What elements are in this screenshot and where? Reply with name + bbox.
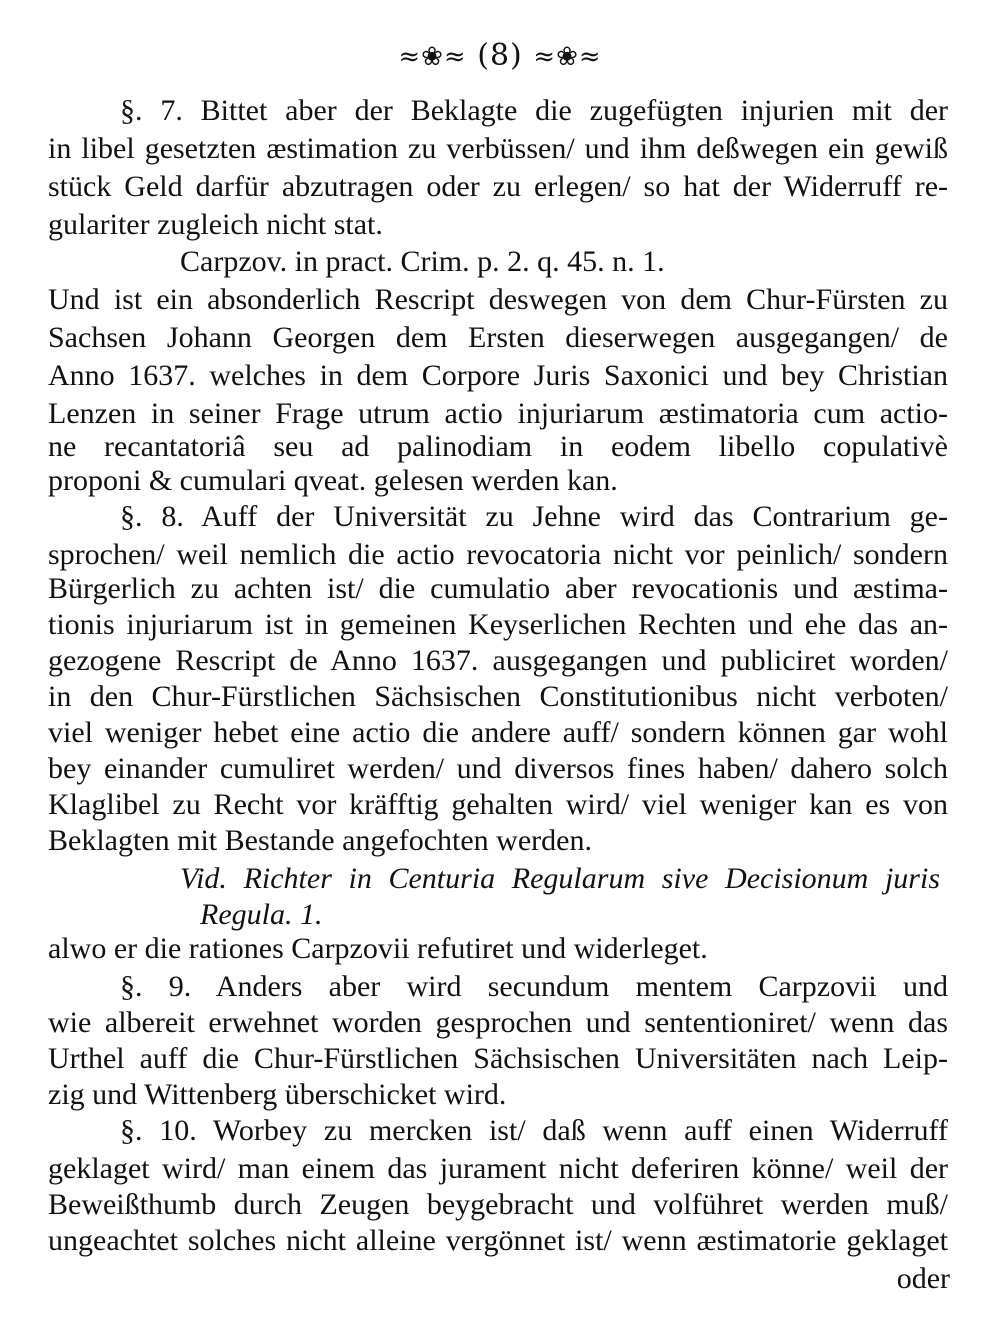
text-line: Urthel auff die Chur-Fürstlichen Sächsischen Universitäten nach Leip- <box>48 1042 948 1075</box>
page-header <box>0 38 1000 73</box>
ornament-right-icon: ≈❀≈ <box>533 42 602 72</box>
text-line: §. 10. Worbey zu mercken ist/ daß wenn auff einen Widerruff <box>120 1114 948 1147</box>
text-line: tionis injuriarum ist in gemeinen Keyserlichen Rechten und ehe das an- <box>48 608 948 641</box>
text-line: alwo er die rationes Carpzovii refutiret und widerleget. <box>48 932 708 965</box>
text-line: Anno 1637. welches in dem Corpore Juris Saxonici und bey Christian <box>48 359 948 392</box>
text-line: §. 9. Anders aber wird secundum mentem Carpzovii und <box>120 970 948 1003</box>
text-line: Bürgerlich zu achten ist/ die cumulatio aber revocationis und æstima- <box>48 572 948 605</box>
citation-line: Regula. 1. <box>200 898 323 931</box>
text-line: Klaglibel zu Recht vor kräfftig gehalten wird/ viel weniger kan es von <box>48 788 948 821</box>
text-line: §. 8. Auff der Universität zu Jehne wird das Contrarium ge- <box>120 500 948 533</box>
catchword: oder <box>896 1262 950 1295</box>
citation-line: Vid. Richter in Centuria Regularum sive Decisionum juris <box>180 862 940 895</box>
citation-line: Carpzov. in pract. Crim. p. 2. q. 45. n. 1. <box>180 245 665 278</box>
text-line: in den Chur-Fürstlichen Sächsischen Constitutionibus nicht verboten/ <box>48 680 948 713</box>
text-line: bey einander cumuliret werden/ und diversos fines haben/ dahero solch <box>48 752 948 785</box>
page-number: (8) <box>477 38 523 73</box>
text-line: Beklagten mit Bestande angefochten werden. <box>48 824 592 857</box>
text-line: viel weniger hebet eine actio die andere auff/ sondern können gar wohl <box>48 716 948 749</box>
text-line: ne recantatoriâ seu ad palinodiam in eodem libello copulativè <box>48 430 948 463</box>
text-line: zig und Wittenberg überschicket wird. <box>48 1078 507 1111</box>
text-line: sprochen/ weil nemlich die actio revocatoria nicht vor peinlich/ sondern <box>48 538 948 571</box>
text-line: Lenzen in seiner Frage utrum actio injuriarum æstimatoria cum actio- <box>48 397 948 430</box>
text-line: gezogene Rescript de Anno 1637. ausgegangen und publiciret worden/ <box>48 644 948 677</box>
text-line: wie albereit erwehnet worden gesprochen und sententioniret/ wenn das <box>48 1006 948 1039</box>
text-line: geklaget wird/ man einem das jurament nicht deferiren könne/ weil der <box>48 1152 948 1185</box>
text-line: gulariter zugleich nicht stat. <box>48 208 383 241</box>
text-line: Sachsen Johann Georgen dem Ersten dieserwegen ausgegangen/ de <box>48 321 948 354</box>
text-line: stück Geld darfür abzutragen oder zu erlegen/ so hat der Widerruff re- <box>48 170 948 203</box>
text-line: Und ist ein absonderlich Rescript deswegen von dem Chur-Fürsten zu <box>48 283 948 316</box>
text-line: in libel gesetzten æstimation zu verbüssen/ und ihm deßwegen ein gewiß <box>48 132 948 165</box>
text-line: §. 7. Bittet aber der Beklagte die zugefügten injurien mit der <box>120 94 948 127</box>
text-line: proponi & cumulari qveat. gelesen werden kan. <box>48 464 618 497</box>
ornament-left-icon: ≈❀≈ <box>398 42 467 72</box>
text-line: Beweißthumb durch Zeugen beygebracht und volführet werden muß/ <box>48 1188 948 1221</box>
text-line: ungeachtet solches nicht alleine vergönnet ist/ wenn æstimatorie geklaget <box>48 1224 948 1257</box>
